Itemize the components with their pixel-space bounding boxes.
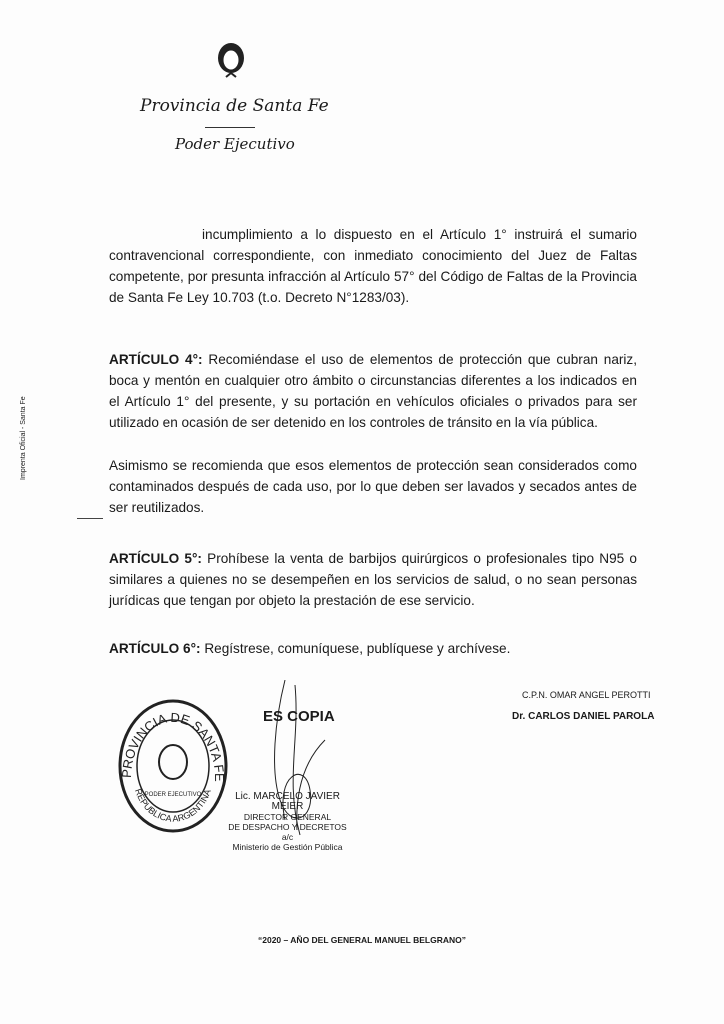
copy-stamp: ES COPIA — [263, 708, 335, 725]
article-4 — [109, 349, 637, 433]
certifier-title-2: DE DESPACHO Y DECRETOS a/c — [228, 822, 347, 842]
certifier-name: Lic. MARCELO JAVIER MEIER — [235, 791, 340, 812]
article-5 — [109, 548, 637, 611]
seal-bottom-text: REPUBLICA ARGENTINA — [133, 787, 213, 824]
header-divider — [205, 127, 255, 128]
footer-motto: “2020 – AÑO DEL GENERAL MANUEL BELGRANO” — [258, 935, 466, 945]
article-5-text: Prohíbese la venta de barbijos quirúrgicos o profesionales tipo N95 o similares a quienes no se desempeñen en los servicios de salud, o no sean personas jurídicas que tengan por objeto la prestación de ese servicio. — [109, 551, 637, 608]
official-seal — [117, 698, 229, 834]
provincial-crest-icon — [214, 40, 248, 80]
seal-top-text: PROVINCIA DE SANTA FE — [118, 709, 228, 782]
paragraph-continuation: incumplimiento a lo dispuesto en el Artículo 1° instruirá el sumario contravencional correspondiente, con inmediato conocimiento del Juez de Faltas competente, por presunta infracción al Artículo 57° del Código de Faltas de la Provincia de Santa Fe Ley 10.703 (t.o. Decreto N°1283/03). — [109, 227, 637, 305]
article-4-text: Recomiéndase el uso de elementos de protección que cubran nariz, boca y mentón en cualquier otro ámbito o circunstancias diferentes a los indicados en el Artículo 1° del presente, y su portación en vehículos oficiales o privados para ser utilizado en ocasión de ser detenido en los controles de tránsito en la vía pública. — [109, 352, 637, 430]
seal-inner-text: PODER EJECUTIVO — [144, 792, 202, 798]
header-branch: Poder Ejecutivo — [175, 135, 295, 153]
certifier-title-1: DIRECTOR GENERAL — [243, 812, 332, 822]
signatory-governor: C.P.N. OMAR ANGEL PEROTTI — [522, 690, 651, 700]
article-4-extra: Asimismo se recomienda que esos elementos de protección sean considerados como contaminados después de cada uso, por lo que deben ser lavados y secados antes de ser reutilizados. — [109, 458, 637, 515]
signatory-minister: Dr. CARLOS DANIEL PAROLA — [512, 711, 655, 722]
margin-mark — [77, 518, 103, 519]
article-4-label: ARTÍCULO 4°: — [109, 352, 203, 367]
side-note: Imprenta Oficial - Santa Fe — [20, 396, 27, 480]
article-6-text: Regístrese, comuníquese, publíquese y archívese. — [204, 641, 511, 656]
article-6 — [109, 638, 637, 659]
article-6-label: ARTÍCULO 6°: — [109, 641, 201, 656]
certifier-title-3: Ministerio de Gestión Pública — [232, 842, 343, 852]
certifier-block — [225, 792, 350, 852]
article-5-label: ARTÍCULO 5°: — [109, 551, 202, 566]
header-province: Provincia de Santa Fe — [140, 96, 329, 116]
